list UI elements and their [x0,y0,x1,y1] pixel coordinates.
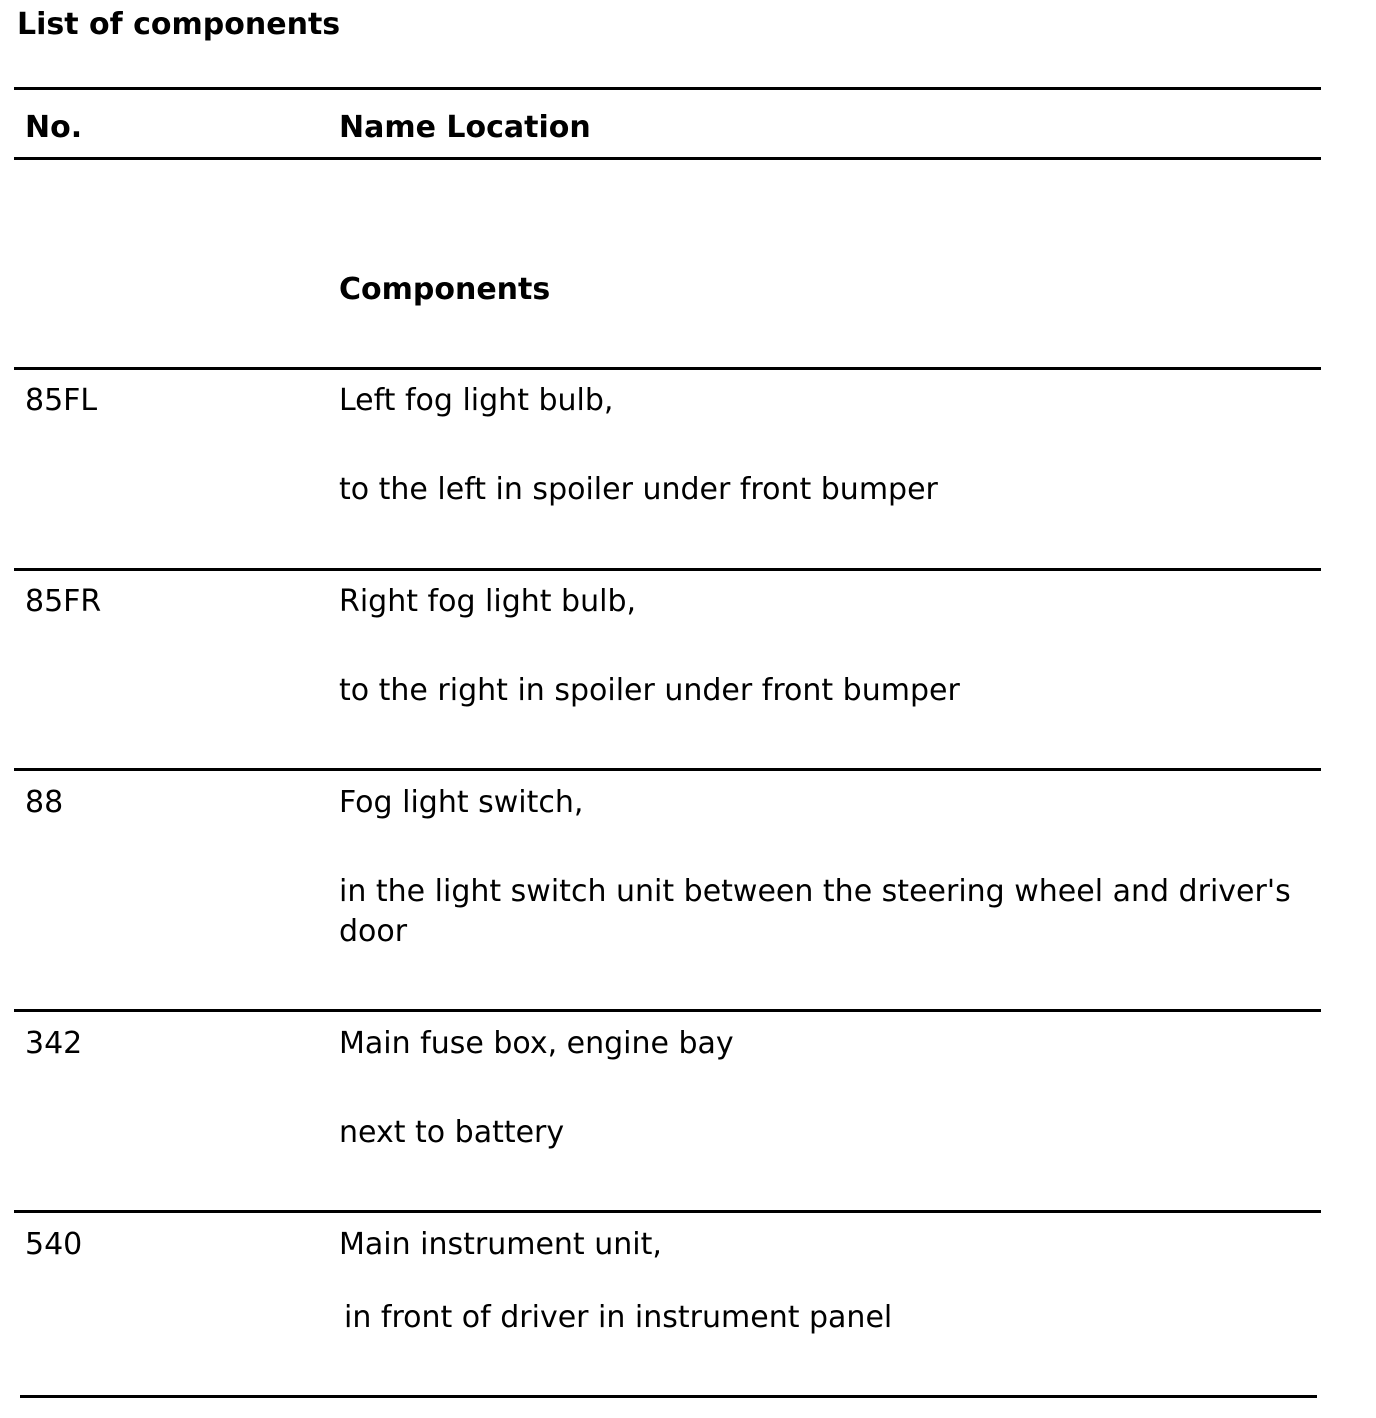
component-name: Right fog light bulb, [339,584,637,619]
component-location: to the right in spoiler under front bumper [339,673,960,708]
component-location: in the light switch unit between the steering wheel and driver's door [339,874,1291,949]
header-bottom-rule [14,157,1321,160]
component-number: 85FL [25,383,98,418]
component-number: 85FR [25,584,102,619]
component-name: Main instrument unit, [339,1227,662,1262]
page-title: List of components [17,7,341,42]
component-number: 540 [25,1227,83,1262]
component-name: Fog light switch, [339,785,584,820]
header-name-location: Name Location [339,110,591,145]
table-top-rule [14,87,1321,90]
component-number: 342 [25,1026,83,1061]
row-divider [14,568,1321,571]
section-heading: Components [339,272,551,307]
component-name: Main fuse box, engine bay [339,1026,734,1061]
header-number: No. [25,110,83,145]
component-location: next to battery [339,1115,565,1150]
component-number: 88 [25,785,64,820]
row-divider [14,1210,1321,1213]
row-divider [14,1009,1321,1012]
row-divider [14,768,1321,771]
component-name: Left fog light bulb, [339,383,614,418]
component-location: in front of driver in instrument panel [344,1300,893,1335]
row-divider [14,367,1321,370]
component-location: to the left in spoiler under front bumper [339,472,938,507]
table-bottom-rule [20,1395,1317,1398]
